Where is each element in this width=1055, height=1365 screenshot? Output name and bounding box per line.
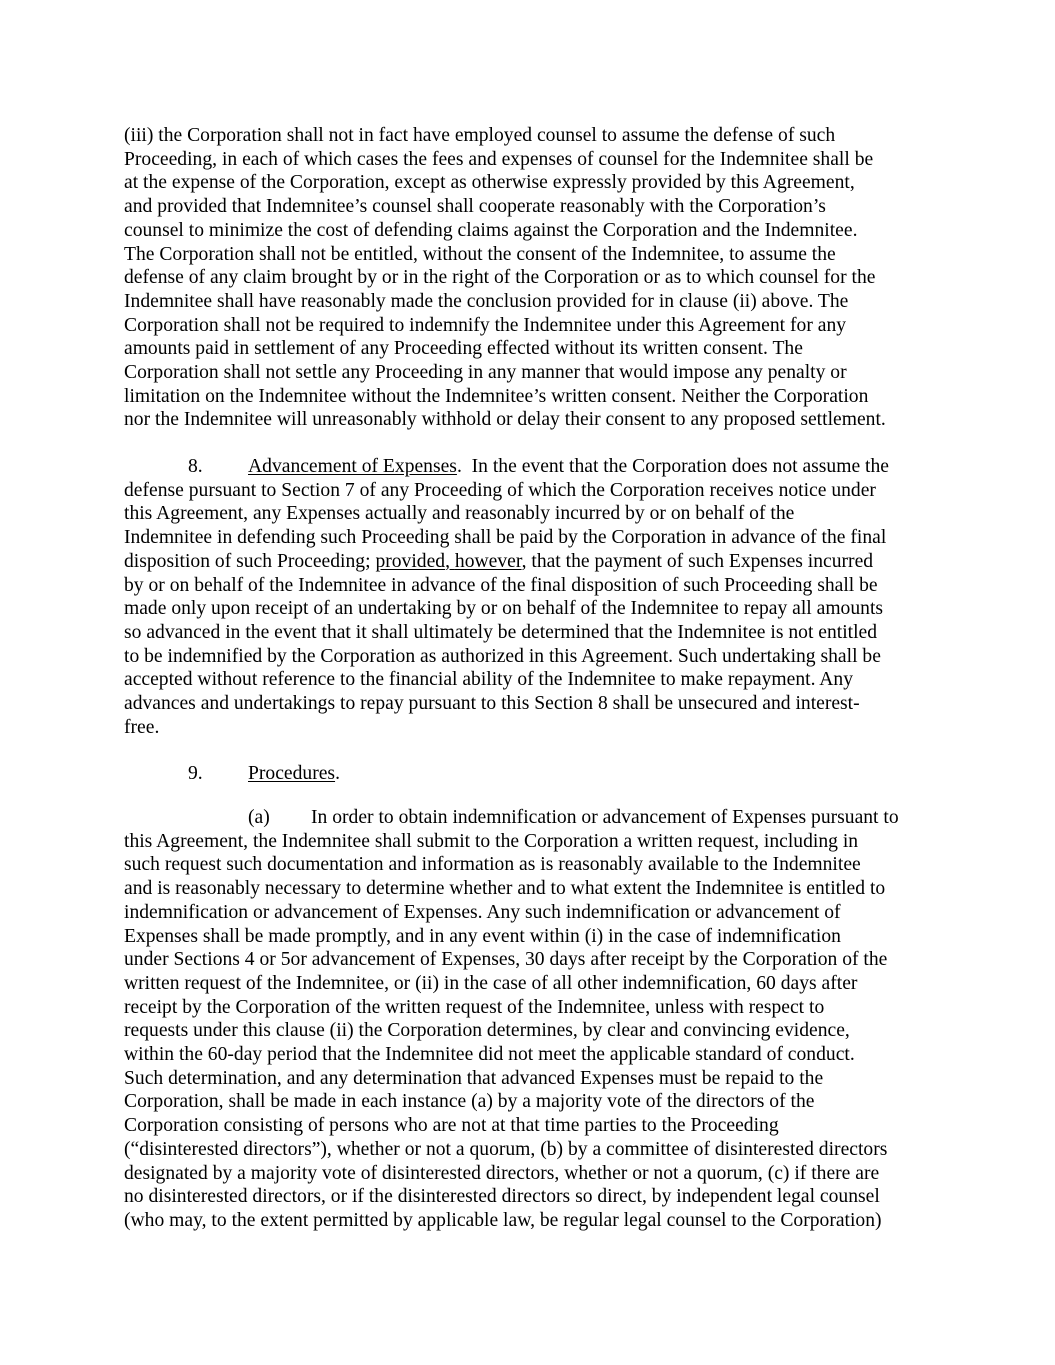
subsection-label: (a) (248, 807, 270, 828)
paragraph-clause-iii (124, 124, 932, 432)
section-heading: Advancement of Expenses (248, 456, 457, 477)
text-line: at the expense of the Corporation, except as otherwise expressly provided by this Agreement, (124, 172, 855, 194)
section-number: 8. (188, 456, 203, 477)
text-line: amounts paid in settlement of any Proceeding effected without its written consent. The (124, 338, 803, 360)
section-8-advancement-of-expenses (124, 455, 932, 739)
text-segment: , that the payment of such Expenses incurred (521, 550, 874, 572)
text-line: such request such documentation and information as is reasonably available to the Indemnitee (124, 854, 861, 876)
section-9-heading-line (124, 762, 932, 786)
text-line: and provided that Indemnitee’s counsel shall cooperate reasonably with the Corporation’s (124, 196, 826, 218)
text-line: within the 60-day period that the Indemnitee did not meet the applicable standard of conduct. (124, 1044, 855, 1066)
text-line: so advanced in the event that it shall ultimately be determined that the Indemnitee is not entitled (124, 621, 878, 643)
text-line: Expenses shall be made promptly, and in any event within (i) in the case of indemnification (124, 925, 841, 947)
text-line: to be indemnified by the Corporation as authorized in this Agreement. Such undertaking shall be (124, 645, 881, 667)
text-line: Corporation shall not be required to indemnify the Indemnitee under this Agreement for any (124, 314, 847, 336)
text-line: free. (124, 716, 160, 738)
however-term: however (454, 550, 522, 572)
text-segment: disposition of such Proceeding; (124, 550, 376, 572)
text-line: defense of any claim brought by or in the right of the Corporation or as to which counsel for the (124, 267, 876, 289)
text-line: (who may, to the extent permitted by applicable law, be regular legal counsel to the Corporation) (124, 1209, 882, 1231)
text-line: and is reasonably necessary to determine whether and to what extent the Indemnitee is entitled to (124, 878, 886, 900)
subsection-9a-first-line (124, 806, 932, 830)
text-line: no disinterested directors, or if the disinterested directors so direct, by independent legal counsel (124, 1186, 880, 1208)
text-line: receipt by the Corporation of the written request of the Indemnitee, unless with respect to (124, 996, 825, 1018)
text-line: under Sections 4 or 5or advancement of Expenses, 30 days after receipt by the Corporation of the (124, 949, 888, 971)
text-line: designated by a majority vote of disinterested directors, whether or not a quorum, (c) if there are (124, 1162, 880, 1184)
text-line: The Corporation shall not be entitled, without the consent of the Indemnitee, to assume the (124, 243, 836, 265)
text-line: requests under this clause (ii) the Corporation determines, by clear and convincing evidence, (124, 1020, 850, 1042)
heading-period: . (335, 763, 340, 784)
section-8-first-line (124, 455, 932, 479)
section-heading: Procedures (248, 763, 336, 784)
text-line: advances and undertakings to repay pursuant to this Section 8 shall be unsecured and interest- (124, 693, 860, 715)
text-line: In the event that the Corporation does not assume the (461, 456, 889, 477)
text-line: nor the Indemnitee will unreasonably withhold or delay their consent to any proposed settlement. (124, 409, 886, 431)
text-line: indemnification or advancement of Expenses. Any such indemnification or advancement of (124, 901, 841, 923)
section-8-proviso-line (124, 550, 932, 574)
text-segment: In order to obtain indemnification or advancement of Expenses pursuant to (311, 807, 899, 828)
text-line: (“disinterested directors”), whether or not a quorum, (b) by a committee of disinterested directors (124, 1138, 888, 1160)
provided-term: provided (375, 550, 446, 572)
text-line: Such determination, and any determination that advanced Expenses must be repaid to the (124, 1067, 824, 1089)
text-line: defense pursuant to Section 7 of any Proceeding of which the Corporation receives notice under (124, 479, 876, 501)
heading-period: . (456, 456, 462, 477)
text-line: limitation on the Indemnitee without the Indemnitee’s written consent. Neither the Corporation (124, 385, 869, 407)
text-line: Corporation consisting of persons who are not at that time parties to the Proceeding (124, 1115, 779, 1137)
section-9-procedures (124, 762, 932, 786)
text-line: written request of the Indemnitee, or (ii) in the case of all other indemnification, 60 days after (124, 972, 858, 994)
subsection-9a (124, 806, 932, 1233)
text-line: this Agreement, the Indemnitee shall submit to the Corporation a written request, including in (124, 830, 859, 852)
text-line: counsel to minimize the cost of defending claims against the Corporation and the Indemnitee. (124, 219, 858, 241)
section-number: 9. (188, 763, 203, 784)
text-line: (iii) the Corporation shall not in fact have employed counsel to assume the defense of such (124, 125, 836, 146)
text-line: Proceeding, in each of which cases the fees and expenses of counsel for the Indemnitee shall be (124, 148, 874, 170)
text-line: by or on behalf of the Indemnitee in advance of the final disposition of such Proceeding shall be (124, 574, 878, 596)
comma-separator: , (445, 550, 455, 572)
text-line: Corporation, shall be made in each instance (a) by a majority vote of the directors of the (124, 1091, 815, 1113)
text-line: made only upon receipt of an undertaking by or on behalf of the Indemnitee to repay all amounts (124, 598, 884, 620)
text-line: Indemnitee in defending such Proceeding shall be paid by the Corporation in advance of the final (124, 527, 887, 549)
text-line: accepted without reference to the financial ability of the Indemnitee to make repayment. Any (124, 669, 854, 691)
text-line: Corporation shall not settle any Proceeding in any manner that would impose any penalty or (124, 362, 847, 384)
text-line: this Agreement, any Expenses actually and reasonably incurred by or on behalf of the (124, 503, 795, 525)
text-line: Indemnitee shall have reasonably made the conclusion provided for in clause (ii) above. The (124, 290, 849, 312)
